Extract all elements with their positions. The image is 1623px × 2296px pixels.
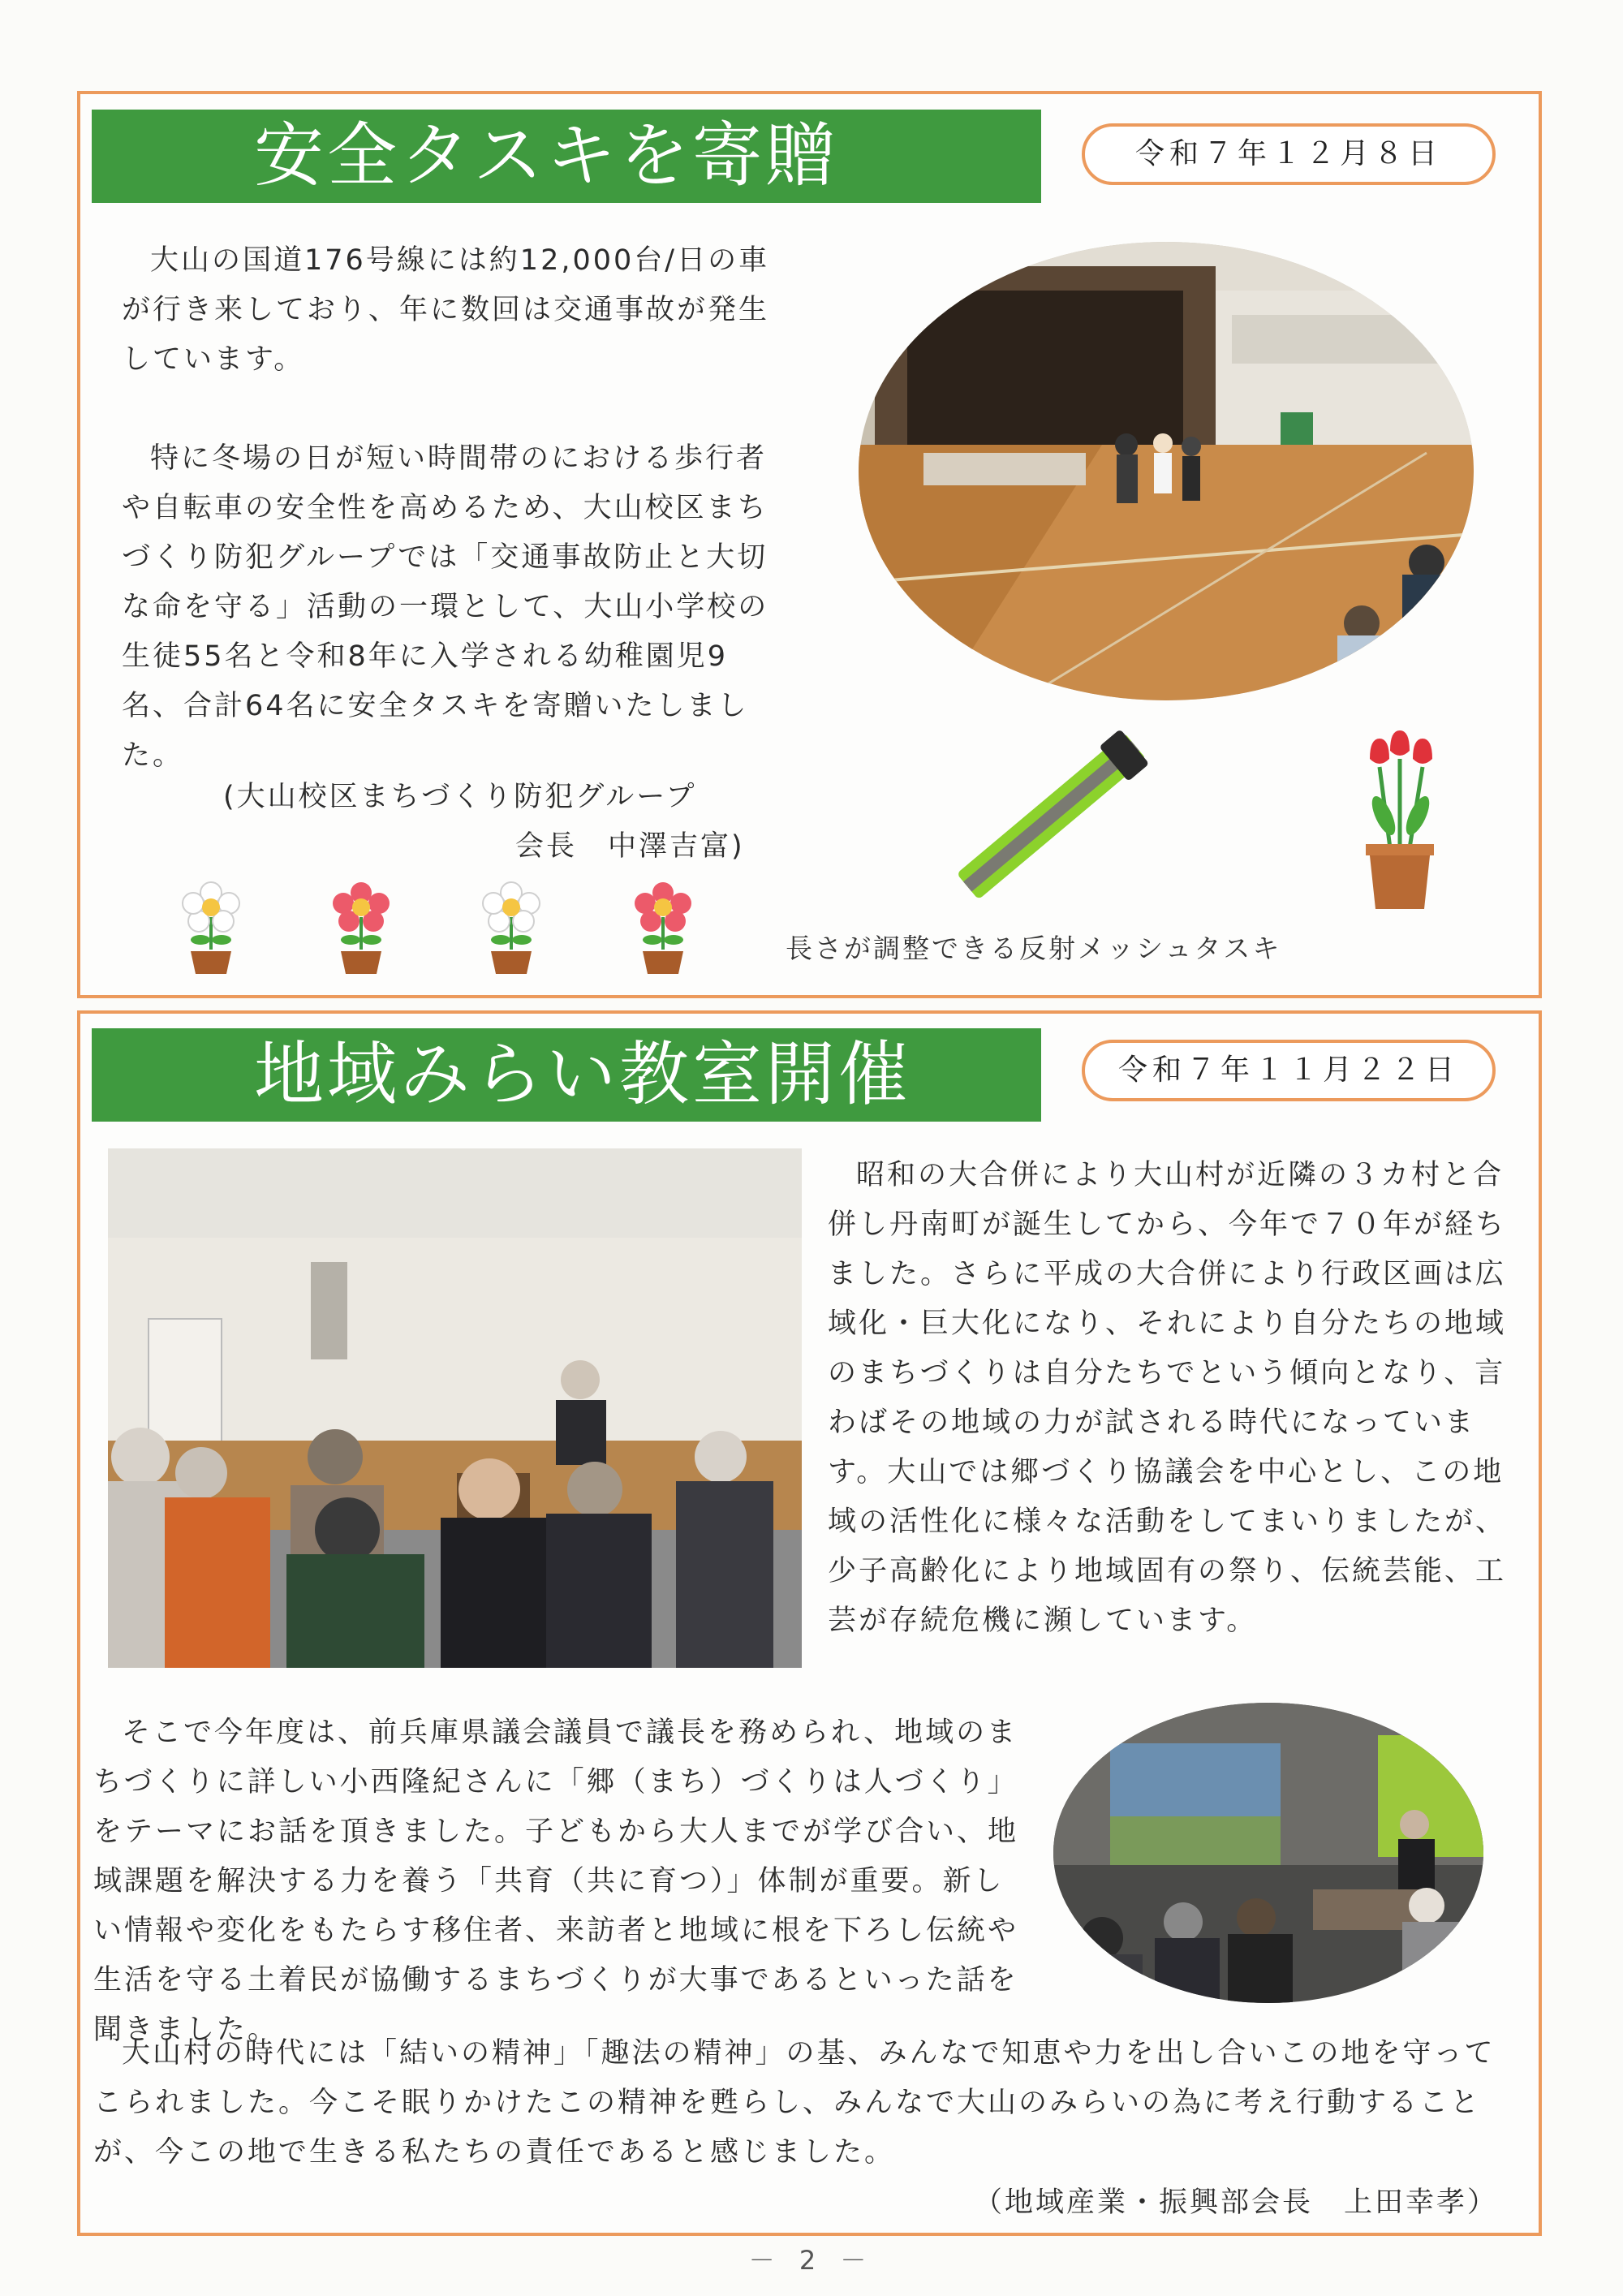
section1-date-badge: 令和７年１２月８日: [1082, 123, 1496, 185]
gym-ceremony-photo: [859, 242, 1474, 700]
pink-flower-pot-icon-2: [626, 877, 700, 974]
sash-caption: 長さが調整できる反射メッシュタスキ: [786, 933, 1282, 964]
section1-paragraph2: 特に冬場の日が短い時間帯のにおける歩行者や自転車の安全性を高めるため、大山校区まちづくり防犯グループでは「交通事故防止と大切な命を守る」活動の一環として、大山小学校の生徒55名と令和8年に入学される幼稚園児9名、合計64名に安全タスキを寄贈いたしました。: [122, 442, 769, 772]
lecture-hall-photo: [108, 1148, 802, 1668]
daisy-pot-icon-2: [475, 877, 548, 974]
tulip-pot-icon: [1359, 726, 1440, 913]
section1-paragraph1: 大山の国道176号線には約12,000台/日の車が行き来しており、年に数回は交通事故が発生しています。: [122, 244, 770, 376]
pink-flower-pot-icon-1: [325, 877, 398, 974]
section2-paragraph3: 大山村の時代には「結いの精神」「趣法の精神」の基、みんなで知恵や力を出し合いこの地を守ってこられました。今こそ眠りかけたこの精神を甦らし、みんなで大山のみらいの為に考え行動することが、今この地で生きる私たちの責任であると感じました。: [93, 2037, 1496, 2169]
daisy-pot-icon-1: [174, 877, 248, 974]
section1-signature-line1: (大山校区まちづくり防犯グループ: [223, 781, 697, 813]
section1-title: 安全タスキを寄贈: [92, 110, 1041, 203]
section2-date-badge: 令和７年１１月２２日: [1082, 1040, 1496, 1101]
section2-paragraph1: 昭和の大合併により大山村が近隣の３カ村と合併し丹南町が誕生してから、今年で７０年が経ちました。さらに平成の大合併により行政区画は広域化・巨大化になり、それにより自分たちの地域のまちづくりは自分たちでという傾向となり、言わばその地域の力が試される時代になっています。大山では郷づくり協議会を中心とし、この地域の活性化に様々な活動をしてまいりましたが、少子高齢化により地域固有の祭り、伝統芸能、工芸が存続危機に瀕しています。: [828, 1159, 1507, 1637]
page-number: － 2 －: [748, 2245, 875, 2276]
section2-title: 地域みらい教室開催: [92, 1028, 1041, 1122]
presentation-photo: [1053, 1703, 1483, 2003]
section1-signature-line2: 会長 中澤吉富): [515, 830, 745, 863]
section2-signature: （地域産業・振興部会長 上田幸孝）: [974, 2186, 1499, 2219]
section2-paragraph2: そこで今年度は、前兵庫県議会議員で議長を務められ、地域のまちづくりに詳しい小西隆紀さんに「郷（まち）づくりは人づくり」をテーマにお話を頂きました。子どもから大人までが学び合い、地域課題を解決する力を養う「共育（共に育つ）」体制が重要。新しい情報や変化をもたらす移住者、来訪者と地域に根を下ろし伝統や生活を守る土着民が協働するまちづくりが大事であるといった話を聞きました。: [93, 1717, 1019, 2046]
reflective-sash-illustration: [933, 722, 1169, 909]
